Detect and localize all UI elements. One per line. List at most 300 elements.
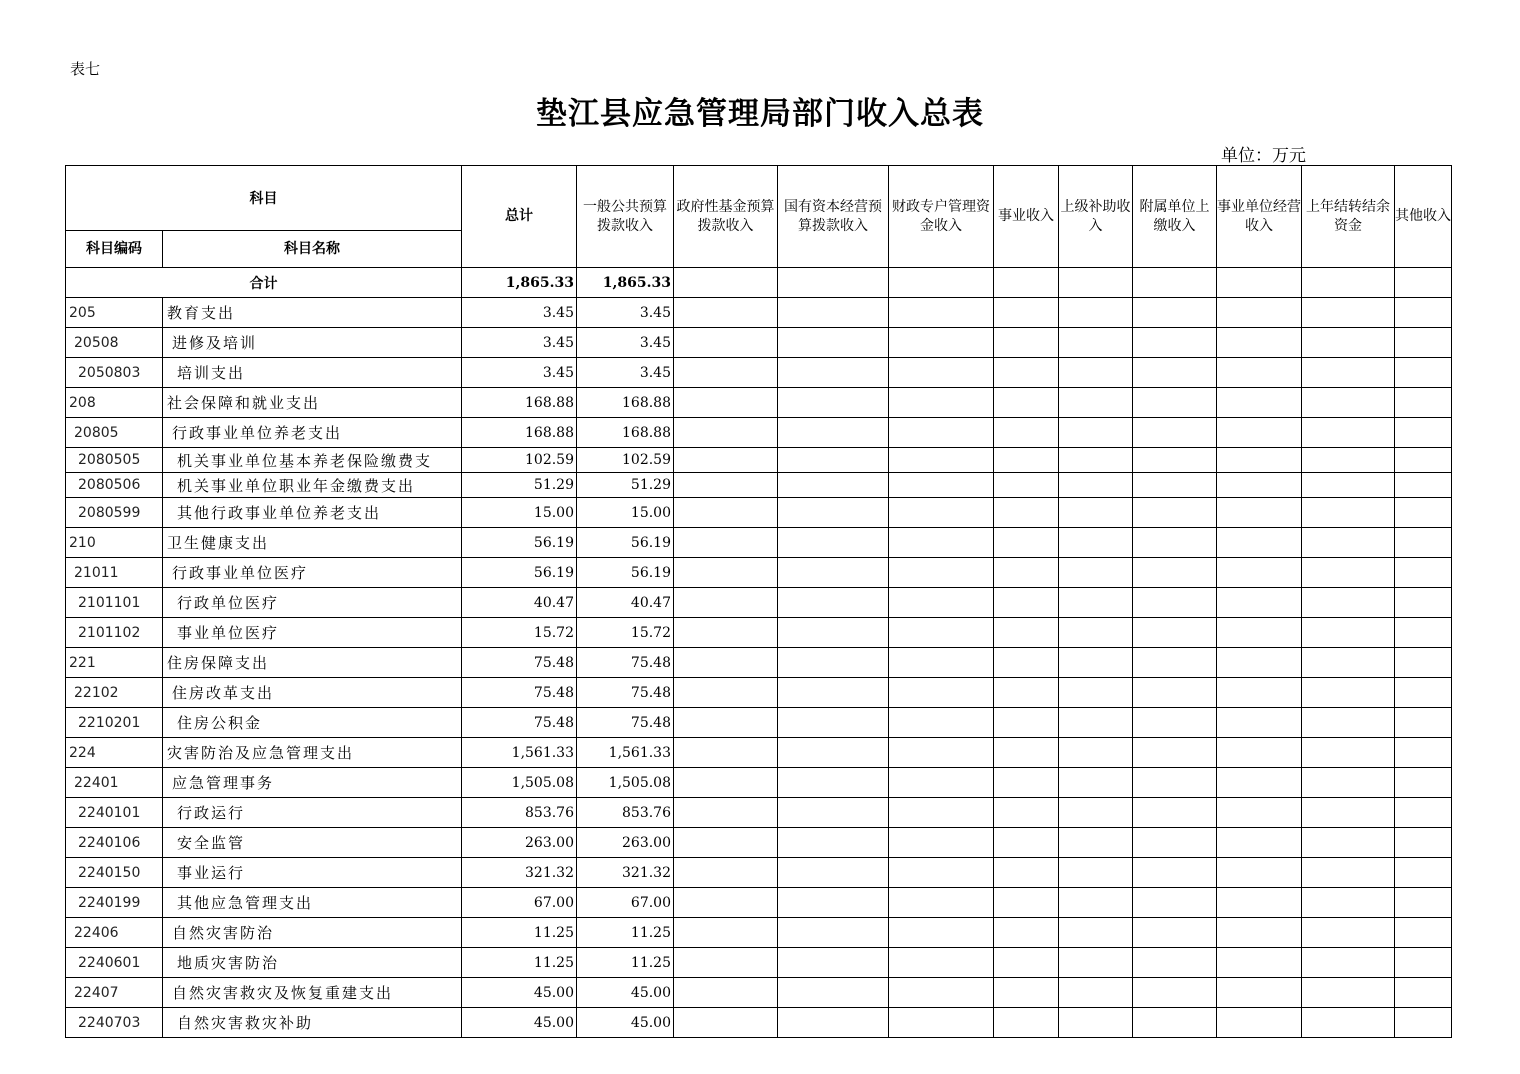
table-row xyxy=(66,588,1452,618)
empty-cell xyxy=(674,738,778,768)
subject-code: 221 xyxy=(66,648,163,678)
subject-name: 地质灾害防治 xyxy=(163,948,462,978)
empty-cell xyxy=(889,448,994,473)
table-row xyxy=(66,528,1452,558)
empty-cell xyxy=(1059,358,1133,388)
empty-cell xyxy=(1133,358,1217,388)
empty-cell xyxy=(1302,978,1395,1008)
header-carryover: 上年结转结余资金 xyxy=(1302,166,1395,268)
empty-cell xyxy=(1217,978,1302,1008)
table-header xyxy=(66,166,1452,268)
general-budget-value: 3.45 xyxy=(577,358,674,388)
table-row xyxy=(66,1008,1452,1038)
empty-cell xyxy=(1059,418,1133,448)
subject-code: 2101102 xyxy=(66,618,163,648)
empty-cell xyxy=(889,648,994,678)
empty-cell xyxy=(889,948,994,978)
empty-cell xyxy=(1395,588,1452,618)
subject-name: 行政事业单位医疗 xyxy=(163,558,462,588)
total-value: 3.45 xyxy=(462,328,577,358)
empty-cell xyxy=(1059,618,1133,648)
table-row xyxy=(66,558,1452,588)
unit-label: 单位：万元 xyxy=(1221,146,1306,166)
total-value: 1,505.08 xyxy=(462,768,577,798)
subject-name: 社会保障和就业支出 xyxy=(163,388,462,418)
empty-cell xyxy=(889,1008,994,1038)
subject-name: 事业单位医疗 xyxy=(163,618,462,648)
empty-cell xyxy=(1395,978,1452,1008)
empty-cell xyxy=(994,268,1059,298)
total-value: 15.72 xyxy=(462,618,577,648)
empty-cell xyxy=(1217,358,1302,388)
empty-cell xyxy=(1395,918,1452,948)
empty-cell xyxy=(1217,948,1302,978)
subject-code: 22406 xyxy=(66,918,163,948)
subject-code: 22401 xyxy=(66,768,163,798)
empty-cell xyxy=(889,358,994,388)
empty-cell xyxy=(1302,678,1395,708)
total-value: 56.19 xyxy=(462,528,577,558)
empty-cell xyxy=(1395,498,1452,528)
empty-cell xyxy=(1059,798,1133,828)
income-summary-table xyxy=(65,165,1452,1038)
general-budget-value: 40.47 xyxy=(577,588,674,618)
subject-code: 224 xyxy=(66,738,163,768)
subject-code: 2080599 xyxy=(66,498,163,528)
table-row xyxy=(66,978,1452,1008)
empty-cell xyxy=(1302,798,1395,828)
empty-cell xyxy=(1059,328,1133,358)
empty-cell xyxy=(1059,888,1133,918)
empty-cell xyxy=(778,558,889,588)
total-value: 321.32 xyxy=(462,858,577,888)
empty-cell xyxy=(1133,618,1217,648)
empty-cell xyxy=(1133,473,1217,498)
total-value: 15.00 xyxy=(462,498,577,528)
table-row xyxy=(66,358,1452,388)
empty-cell xyxy=(1133,448,1217,473)
empty-cell xyxy=(889,918,994,948)
total-value: 75.48 xyxy=(462,678,577,708)
subject-code: 2240101 xyxy=(66,798,163,828)
empty-cell xyxy=(674,618,778,648)
empty-cell xyxy=(1217,768,1302,798)
empty-cell xyxy=(889,328,994,358)
empty-cell xyxy=(674,588,778,618)
empty-cell xyxy=(1302,768,1395,798)
empty-cell xyxy=(994,1008,1059,1038)
subject-code: 2240150 xyxy=(66,858,163,888)
empty-cell xyxy=(994,358,1059,388)
table-row xyxy=(66,888,1452,918)
empty-cell xyxy=(889,678,994,708)
empty-cell xyxy=(1302,268,1395,298)
total-value: 168.88 xyxy=(462,388,577,418)
empty-cell xyxy=(994,828,1059,858)
empty-cell xyxy=(889,498,994,528)
empty-cell xyxy=(1217,1008,1302,1038)
general-budget-value: 15.72 xyxy=(577,618,674,648)
total-value: 75.48 xyxy=(462,648,577,678)
empty-cell xyxy=(778,858,889,888)
empty-cell xyxy=(1302,588,1395,618)
header-subject-code: 科目编码 xyxy=(66,231,163,268)
empty-cell xyxy=(778,708,889,738)
empty-cell xyxy=(1217,858,1302,888)
table-body xyxy=(66,268,1452,1038)
empty-cell xyxy=(674,558,778,588)
empty-cell xyxy=(778,418,889,448)
empty-cell xyxy=(889,708,994,738)
empty-cell xyxy=(1133,388,1217,418)
empty-cell xyxy=(1059,298,1133,328)
empty-cell xyxy=(889,828,994,858)
general-budget-value: 11.25 xyxy=(577,948,674,978)
empty-cell xyxy=(1217,648,1302,678)
empty-cell xyxy=(1302,918,1395,948)
total-label: 合计 xyxy=(66,268,462,298)
total-value: 1,561.33 xyxy=(462,738,577,768)
total-value: 45.00 xyxy=(462,978,577,1008)
total-value: 3.45 xyxy=(462,298,577,328)
empty-cell xyxy=(994,678,1059,708)
header-subject: 科目 xyxy=(66,166,462,231)
table-row xyxy=(66,918,1452,948)
empty-cell xyxy=(1133,268,1217,298)
empty-cell xyxy=(1302,528,1395,558)
empty-cell xyxy=(994,418,1059,448)
empty-cell xyxy=(994,473,1059,498)
empty-cell xyxy=(778,268,889,298)
general-budget-value: 56.19 xyxy=(577,558,674,588)
empty-cell xyxy=(1133,888,1217,918)
subject-name: 教育支出 xyxy=(163,298,462,328)
empty-cell xyxy=(1395,1008,1452,1038)
empty-cell xyxy=(778,768,889,798)
table-row xyxy=(66,798,1452,828)
subject-name: 卫生健康支出 xyxy=(163,528,462,558)
table-row xyxy=(66,768,1452,798)
empty-cell xyxy=(1217,708,1302,738)
empty-cell xyxy=(1217,473,1302,498)
empty-cell xyxy=(1133,678,1217,708)
subject-code: 22407 xyxy=(66,978,163,1008)
empty-cell xyxy=(778,888,889,918)
header-special-fund: 财政专户管理资金收入 xyxy=(889,166,994,268)
subject-code: 20508 xyxy=(66,328,163,358)
table-row xyxy=(66,648,1452,678)
table-row xyxy=(66,618,1452,648)
subject-code: 2101101 xyxy=(66,588,163,618)
empty-cell xyxy=(1133,298,1217,328)
total-value: 102.59 xyxy=(462,448,577,473)
empty-cell xyxy=(778,648,889,678)
empty-cell xyxy=(889,798,994,828)
general-budget-value: 263.00 xyxy=(577,828,674,858)
empty-cell xyxy=(778,978,889,1008)
empty-cell xyxy=(1395,473,1452,498)
empty-cell xyxy=(1133,648,1217,678)
empty-cell xyxy=(1217,888,1302,918)
empty-cell xyxy=(1059,498,1133,528)
empty-cell xyxy=(1133,738,1217,768)
empty-cell xyxy=(994,328,1059,358)
total-value: 11.25 xyxy=(462,918,577,948)
empty-cell xyxy=(1302,448,1395,473)
empty-cell xyxy=(889,618,994,648)
total-general: 1,865.33 xyxy=(577,268,674,298)
empty-cell xyxy=(1217,588,1302,618)
general-budget-value: 75.48 xyxy=(577,678,674,708)
empty-cell xyxy=(674,978,778,1008)
general-budget-value: 321.32 xyxy=(577,858,674,888)
table-row xyxy=(66,828,1452,858)
empty-cell xyxy=(1059,918,1133,948)
empty-cell xyxy=(674,708,778,738)
empty-cell xyxy=(1217,388,1302,418)
empty-cell xyxy=(994,918,1059,948)
general-budget-value: 853.76 xyxy=(577,798,674,828)
empty-cell xyxy=(1302,648,1395,678)
empty-cell xyxy=(1302,888,1395,918)
general-budget-value: 168.88 xyxy=(577,418,674,448)
total-value: 51.29 xyxy=(462,473,577,498)
general-budget-value: 1,505.08 xyxy=(577,768,674,798)
general-budget-value: 75.48 xyxy=(577,708,674,738)
subject-name: 自然灾害救灾及恢复重建支出 xyxy=(163,978,462,1008)
empty-cell xyxy=(778,618,889,648)
table-row xyxy=(66,418,1452,448)
table-row xyxy=(66,678,1452,708)
general-budget-value: 56.19 xyxy=(577,528,674,558)
empty-cell xyxy=(889,978,994,1008)
empty-cell xyxy=(889,298,994,328)
general-budget-value: 15.00 xyxy=(577,498,674,528)
table-row xyxy=(66,738,1452,768)
empty-cell xyxy=(1217,678,1302,708)
empty-cell xyxy=(1395,618,1452,648)
empty-cell xyxy=(1302,328,1395,358)
subject-name: 住房公积金 xyxy=(163,708,462,738)
empty-cell xyxy=(1395,828,1452,858)
empty-cell xyxy=(1217,528,1302,558)
empty-cell xyxy=(1217,298,1302,328)
empty-cell xyxy=(1302,738,1395,768)
general-budget-value: 3.45 xyxy=(577,298,674,328)
subject-code: 205 xyxy=(66,298,163,328)
empty-cell xyxy=(674,448,778,473)
empty-cell xyxy=(674,498,778,528)
empty-cell xyxy=(1133,498,1217,528)
general-budget-value: 1,561.33 xyxy=(577,738,674,768)
subject-code: 210 xyxy=(66,528,163,558)
empty-cell xyxy=(1302,828,1395,858)
empty-cell xyxy=(1395,708,1452,738)
table-row xyxy=(66,388,1452,418)
empty-cell xyxy=(994,448,1059,473)
empty-cell xyxy=(1217,268,1302,298)
empty-cell xyxy=(1302,858,1395,888)
empty-cell xyxy=(1302,473,1395,498)
empty-cell xyxy=(1133,828,1217,858)
subject-name: 机关事业单位基本养老保险缴费支 xyxy=(163,448,462,473)
empty-cell xyxy=(1133,1008,1217,1038)
empty-cell xyxy=(1302,298,1395,328)
empty-cell xyxy=(1133,858,1217,888)
empty-cell xyxy=(889,388,994,418)
empty-cell xyxy=(1395,678,1452,708)
header-general-budget: 一般公共预算拨款收入 xyxy=(577,166,674,268)
subject-name: 灾害防治及应急管理支出 xyxy=(163,738,462,768)
subject-name: 应急管理事务 xyxy=(163,768,462,798)
subject-name: 行政运行 xyxy=(163,798,462,828)
empty-cell xyxy=(1217,418,1302,448)
empty-cell xyxy=(674,328,778,358)
empty-cell xyxy=(1217,828,1302,858)
empty-cell xyxy=(1302,948,1395,978)
subject-code: 21011 xyxy=(66,558,163,588)
subject-code: 2050803 xyxy=(66,358,163,388)
empty-cell xyxy=(994,978,1059,1008)
empty-cell xyxy=(1217,498,1302,528)
empty-cell xyxy=(889,858,994,888)
empty-cell xyxy=(1059,558,1133,588)
subject-name: 自然灾害防治 xyxy=(163,918,462,948)
empty-cell xyxy=(994,768,1059,798)
total-value: 168.88 xyxy=(462,418,577,448)
subject-code: 20805 xyxy=(66,418,163,448)
total-value: 263.00 xyxy=(462,828,577,858)
empty-cell xyxy=(1059,448,1133,473)
header-other-income: 其他收入 xyxy=(1395,166,1452,268)
empty-cell xyxy=(889,888,994,918)
subject-name: 事业运行 xyxy=(163,858,462,888)
empty-cell xyxy=(778,798,889,828)
subject-name: 培训支出 xyxy=(163,358,462,388)
subject-name: 住房改革支出 xyxy=(163,678,462,708)
empty-cell xyxy=(994,388,1059,418)
header-state-capital: 国有资本经营预算拨款收入 xyxy=(778,166,889,268)
empty-cell xyxy=(1059,388,1133,418)
empty-cell xyxy=(674,768,778,798)
header-gov-fund: 政府性基金预算拨款收入 xyxy=(674,166,778,268)
empty-cell xyxy=(674,418,778,448)
empty-cell xyxy=(1133,588,1217,618)
empty-cell xyxy=(674,473,778,498)
header-operating-income: 事业单位经营收入 xyxy=(1217,166,1302,268)
subject-name: 行政事业单位养老支出 xyxy=(163,418,462,448)
table-number-label: 表七 xyxy=(70,60,101,78)
empty-cell xyxy=(1217,558,1302,588)
general-budget-value: 45.00 xyxy=(577,978,674,1008)
empty-cell xyxy=(1395,418,1452,448)
general-budget-value: 11.25 xyxy=(577,918,674,948)
general-budget-value: 45.00 xyxy=(577,1008,674,1038)
empty-cell xyxy=(889,738,994,768)
subject-name: 自然灾害救灾补助 xyxy=(163,1008,462,1038)
empty-cell xyxy=(1133,948,1217,978)
empty-cell xyxy=(1059,1008,1133,1038)
empty-cell xyxy=(1059,828,1133,858)
header-superior-subsidy: 上级补助收入 xyxy=(1059,166,1133,268)
empty-cell xyxy=(1395,798,1452,828)
total-value: 853.76 xyxy=(462,798,577,828)
empty-cell xyxy=(674,888,778,918)
header-business-income: 事业收入 xyxy=(994,166,1059,268)
empty-cell xyxy=(994,708,1059,738)
empty-cell xyxy=(778,298,889,328)
subject-name: 机关事业单位职业年金缴费支出 xyxy=(163,473,462,498)
subject-name: 其他行政事业单位养老支出 xyxy=(163,498,462,528)
empty-cell xyxy=(1395,858,1452,888)
empty-cell xyxy=(778,328,889,358)
empty-cell xyxy=(674,828,778,858)
total-value: 40.47 xyxy=(462,588,577,618)
subject-code: 208 xyxy=(66,388,163,418)
empty-cell xyxy=(1217,618,1302,648)
empty-cell xyxy=(674,948,778,978)
general-budget-value: 51.29 xyxy=(577,473,674,498)
empty-cell xyxy=(778,473,889,498)
empty-cell xyxy=(674,918,778,948)
empty-cell xyxy=(778,528,889,558)
total-value: 3.45 xyxy=(462,358,577,388)
empty-cell xyxy=(1302,388,1395,418)
general-budget-value: 3.45 xyxy=(577,328,674,358)
empty-cell xyxy=(778,948,889,978)
subject-name: 其他应急管理支出 xyxy=(163,888,462,918)
empty-cell xyxy=(778,828,889,858)
empty-cell xyxy=(1217,738,1302,768)
empty-cell xyxy=(778,588,889,618)
table-row xyxy=(66,858,1452,888)
empty-cell xyxy=(994,858,1059,888)
general-budget-value: 102.59 xyxy=(577,448,674,473)
total-value: 56.19 xyxy=(462,558,577,588)
empty-cell xyxy=(1059,473,1133,498)
page-title: 垫江县应急管理局部门收入总表 xyxy=(536,96,984,132)
empty-cell xyxy=(1217,918,1302,948)
empty-cell xyxy=(674,858,778,888)
empty-cell xyxy=(778,388,889,418)
total-value: 67.00 xyxy=(462,888,577,918)
empty-cell xyxy=(1395,328,1452,358)
empty-cell xyxy=(1133,708,1217,738)
empty-cell xyxy=(889,473,994,498)
empty-cell xyxy=(778,1008,889,1038)
empty-cell xyxy=(1395,528,1452,558)
general-budget-value: 75.48 xyxy=(577,648,674,678)
subject-name: 行政单位医疗 xyxy=(163,588,462,618)
empty-cell xyxy=(1395,738,1452,768)
empty-cell xyxy=(674,1008,778,1038)
total-row xyxy=(66,268,1452,298)
empty-cell xyxy=(994,888,1059,918)
empty-cell xyxy=(1133,328,1217,358)
empty-cell xyxy=(1133,528,1217,558)
empty-cell xyxy=(994,738,1059,768)
empty-cell xyxy=(1059,648,1133,678)
empty-cell xyxy=(994,948,1059,978)
empty-cell xyxy=(1395,948,1452,978)
empty-cell xyxy=(674,798,778,828)
empty-cell xyxy=(889,768,994,798)
empty-cell xyxy=(1133,978,1217,1008)
empty-cell xyxy=(1395,298,1452,328)
empty-cell xyxy=(994,558,1059,588)
total-value: 75.48 xyxy=(462,708,577,738)
empty-cell xyxy=(1302,358,1395,388)
